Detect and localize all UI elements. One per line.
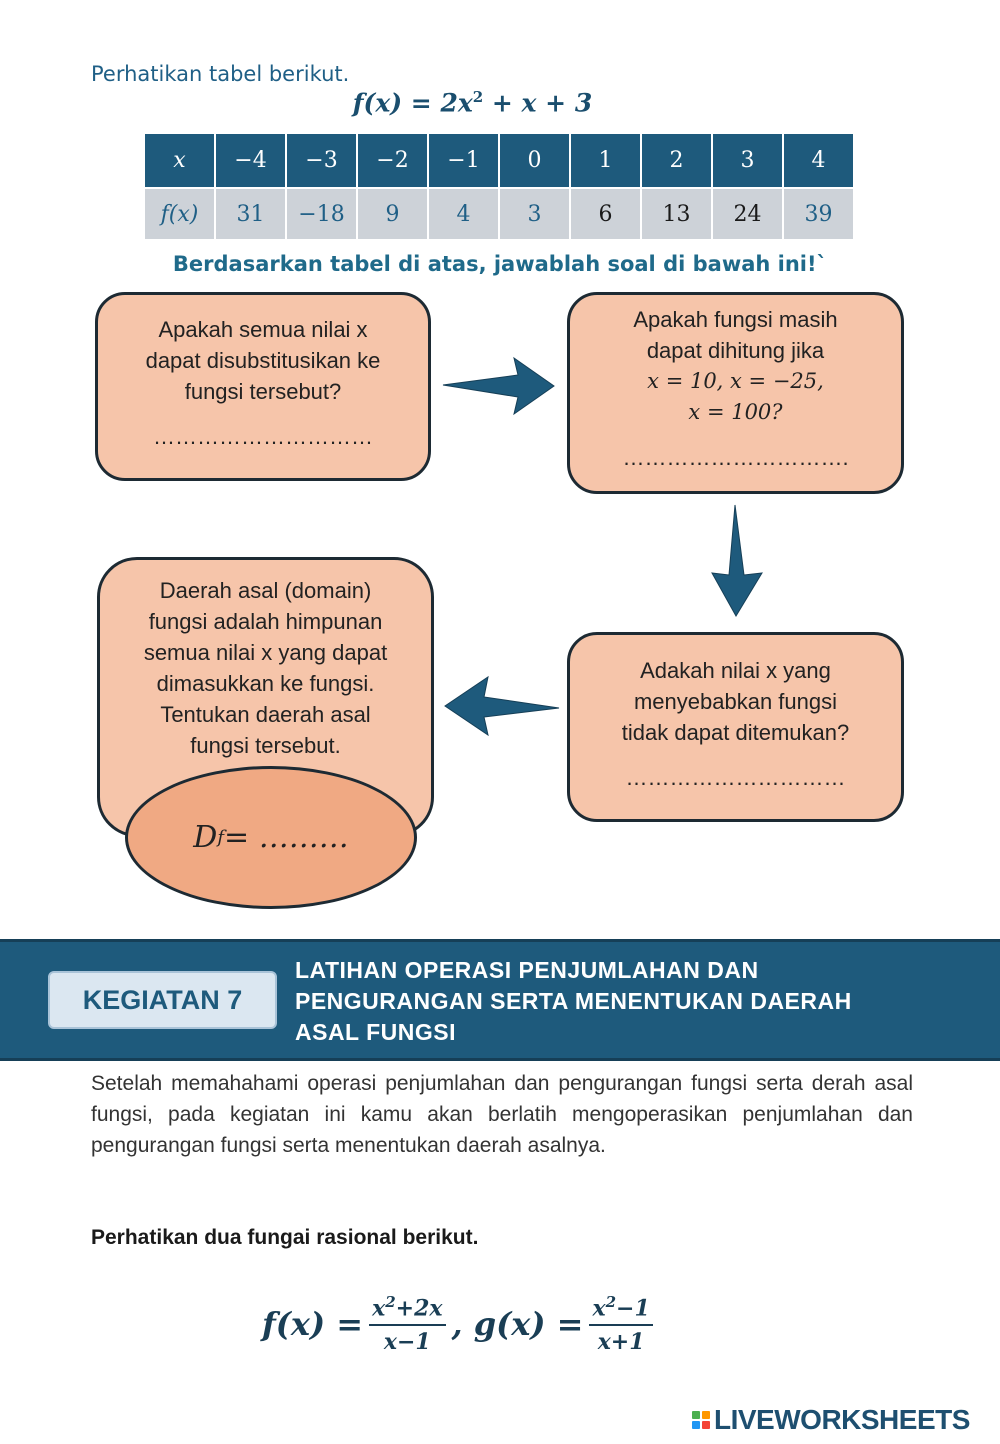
value-table [143,132,855,241]
f-num-exponent: 2 [385,1293,396,1311]
box-line: Apakah semua nilai x [158,317,368,342]
box-line: fungsi tersebut? [184,379,342,404]
activity-title [295,955,975,1048]
box-line: Tentukan daerah asal [160,702,371,727]
table-cell: 6 [570,188,641,240]
g-fraction [589,1293,652,1355]
table-cell: −18 [286,188,357,240]
table-header-row [144,133,854,188]
formula-exponent: 2 [472,88,484,106]
g-numerator [589,1293,652,1326]
box-line: tidak dapat ditemukan? [621,720,850,745]
domain-answer-field[interactable] [125,766,417,909]
liveworksheets-logo-icon [692,1411,710,1429]
table-cell: 24 [712,188,783,240]
activity-title-line: LATIHAN OPERASI PENJUMLAHAN DAN [295,957,759,983]
function-formula [0,88,945,117]
activity-title-line: ASAL FUNGSI [295,1019,456,1045]
box-line: Adakah nilai x yang [640,658,831,683]
table-cell: x [144,133,215,188]
table-row [144,188,854,240]
answer-blank[interactable]: ………………………… [153,424,373,449]
table-cell: −2 [357,133,428,188]
table-cell: 3 [712,133,783,188]
box-line: Apakah fungsi masih [633,307,838,332]
arrow-right-icon [440,355,558,417]
box-line: Daerah asal (domain) [159,578,372,603]
f-numerator [369,1293,445,1326]
f-num-base: x [372,1295,386,1322]
box-line: fungsi tersebut. [190,733,341,758]
rational-functions-formula [262,1293,659,1355]
f-denominator: x−1 [383,1329,431,1356]
question-box-substitution [95,292,431,481]
table-cell: 4 [783,133,854,188]
instruction-text: Berdasarkan tabel di atas, jawablah soal di bawah ini!` [172,252,828,276]
answer-blank[interactable]: …………………………. [622,445,849,470]
f-num-rest: +2x [395,1295,443,1322]
arrow-left-icon [442,673,562,739]
arrow-down-icon [708,503,766,619]
brand-text: LIVEWORKSHEETS [714,1404,970,1435]
box-math-line: x = 10, x = −25, [647,369,824,393]
g-num-rest: −1 [616,1295,650,1322]
f-label: f(x) = [262,1305,364,1344]
box-line: dimasukkan ke fungsi. [156,671,375,696]
intro-text: Perhatikan tabel berikut. [91,62,350,86]
table-cell: 31 [215,188,286,240]
f-fraction [369,1293,445,1355]
table-cell: 3 [499,188,570,240]
table-cell: 13 [641,188,712,240]
g-label: , g(x) = [451,1305,584,1344]
liveworksheets-logo [692,1404,970,1436]
g-denominator: x+1 [597,1329,645,1356]
box-line: semua nilai x yang dapat [143,640,388,665]
box-math-line: x = 100? [688,400,783,424]
table-cell: 2 [641,133,712,188]
table-cell: 39 [783,188,854,240]
activity-title-line: PENGURANGAN SERTA MENENTUKAN DAERAH [295,988,852,1014]
domain-subscript: f [217,827,225,848]
box-line: dapat dihitung jika [646,338,825,363]
table-cell: −1 [428,133,499,188]
answer-blank[interactable]: ………………………… [625,765,846,790]
sub-heading: Perhatikan dua fungai rasional berikut. [91,1226,479,1249]
box-line: dapat disubstitusikan ke [145,348,381,373]
table-cell: 1 [570,133,641,188]
box-line: fungsi adalah himpunan [148,609,383,634]
table-cell: 4 [428,188,499,240]
question-box-calculation [567,292,904,494]
table-cell: −3 [286,133,357,188]
domain-symbol: D [193,820,218,855]
g-num-base: x [592,1295,606,1322]
table-cell: −4 [215,133,286,188]
formula-rhs: + x + 3 [483,88,593,118]
g-num-exponent: 2 [605,1293,617,1311]
activity-paragraph: Setelah memahahami operasi penjumlahan dan pengurangan fungsi serta derah asal fungsi, pada kegiatan ini kamu akan berlatih mengoperasikan penjumlahan dan pengurangan fungsi serta menentukan daerah asalnya. [91,1072,913,1157]
table-cell: f(x) [144,188,215,240]
table-cell: 9 [357,188,428,240]
table-cell: 0 [499,133,570,188]
activity-label: KEGIATAN 7 [48,971,277,1029]
formula-lhs: f(x) = 2x [352,88,473,118]
question-box-undefined [567,632,904,822]
domain-blank: = ……… [224,820,349,855]
box-line: menyebabkan fungsi [633,689,838,714]
